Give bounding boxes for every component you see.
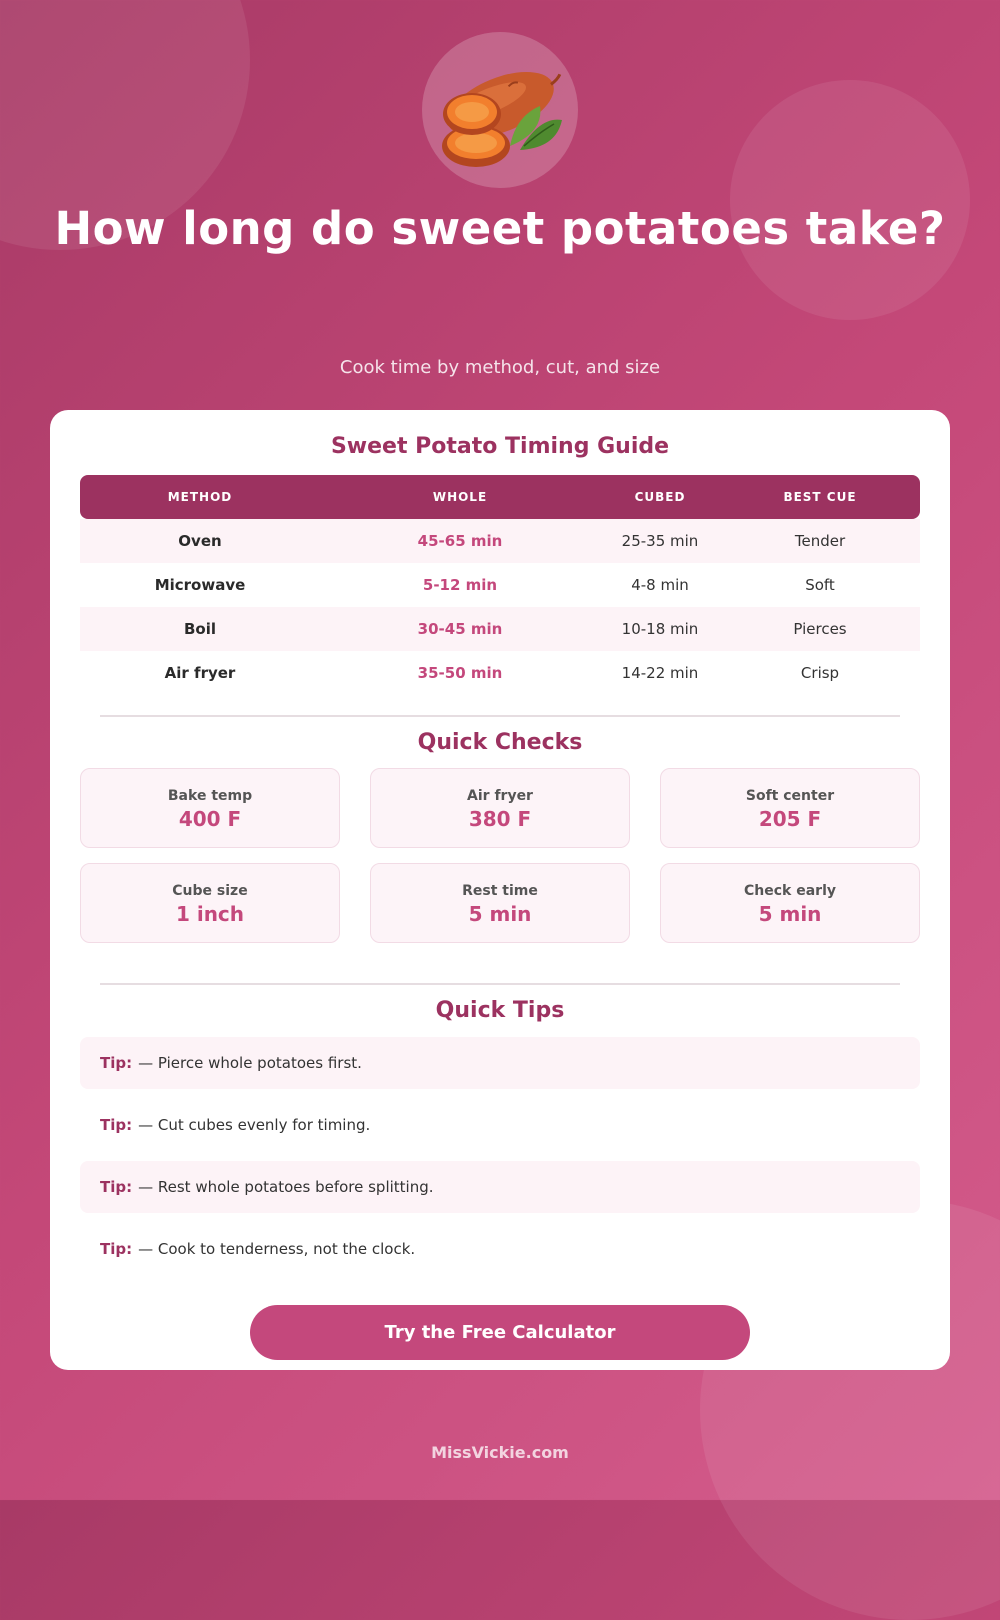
check-value: 1 inch	[175, 902, 245, 926]
page-title: How long do sweet potatoes take?	[54, 202, 946, 255]
decor-bubble	[730, 80, 970, 320]
footer-brand: MissVickie.com	[431, 1443, 569, 1462]
table-row	[80, 519, 920, 563]
page-subtitle: Cook time by method, cut, and size	[339, 357, 661, 378]
check-label: Soft center	[745, 788, 835, 804]
cell-method: Oven	[178, 532, 222, 550]
check-value: 400 F	[178, 807, 242, 831]
check-card	[660, 863, 920, 943]
check-card	[370, 863, 630, 943]
tip-item	[80, 1099, 920, 1151]
column-header-cubed: CUBED	[634, 490, 686, 504]
cell-best-cue: Tender	[794, 532, 846, 550]
check-label: Rest time	[462, 883, 538, 899]
cell-best-cue: Crisp	[800, 664, 840, 682]
cell-cubed: 14-22 min	[621, 664, 699, 682]
cell-best-cue: Pierces	[793, 620, 847, 638]
check-value: 5 min	[468, 902, 532, 926]
tip-label: Tip:	[100, 1054, 133, 1072]
section-divider	[100, 715, 900, 717]
table-row	[80, 651, 920, 695]
check-value: 205 F	[758, 807, 822, 831]
hero-badge	[422, 32, 578, 188]
column-header-best-cue: BEST CUE	[783, 490, 857, 504]
check-card	[80, 768, 340, 848]
content-card	[50, 410, 950, 1370]
column-header-whole: WHOLE	[432, 490, 488, 504]
quick-checks-title: Quick Checks	[417, 730, 583, 755]
cell-method: Boil	[183, 620, 217, 638]
cell-cubed: 4-8 min	[631, 576, 689, 594]
cell-whole: 30-45 min	[417, 620, 503, 638]
cell-whole: 45-65 min	[417, 532, 503, 550]
tip-text: — Rest whole potatoes before splitting.	[138, 1178, 434, 1196]
check-label: Check early	[744, 883, 836, 899]
tip-item	[80, 1037, 920, 1089]
timing-guide-title: Sweet Potato Timing Guide	[330, 434, 670, 459]
cell-whole: 35-50 min	[417, 664, 503, 682]
timing-table	[80, 475, 920, 695]
tip-text: — Cook to tenderness, not the clock.	[138, 1240, 416, 1258]
tip-text: — Pierce whole potatoes first.	[138, 1054, 362, 1072]
check-label: Air fryer	[467, 788, 533, 804]
check-value: 5 min	[758, 902, 822, 926]
sweet-potato-icon	[432, 50, 568, 170]
cell-whole: 5-12 min	[422, 576, 498, 594]
cell-cubed: 25-35 min	[621, 532, 699, 550]
check-card	[370, 768, 630, 848]
free-calculator-button[interactable]: Try the Free Calculator	[250, 1305, 750, 1360]
tip-label: Tip:	[100, 1178, 133, 1196]
cell-method: Microwave	[154, 576, 246, 594]
table-row	[80, 607, 920, 651]
check-label: Cube size	[172, 883, 248, 899]
check-card	[80, 863, 340, 943]
check-label: Bake temp	[167, 788, 253, 804]
column-header-method: METHOD	[167, 490, 233, 504]
tip-item	[80, 1223, 920, 1275]
cell-cubed: 10-18 min	[621, 620, 699, 638]
cell-best-cue: Soft	[805, 576, 835, 594]
tip-label: Tip:	[100, 1116, 133, 1134]
check-card	[660, 768, 920, 848]
table-header	[80, 475, 920, 519]
check-value: 380 F	[468, 807, 532, 831]
cell-method: Air fryer	[164, 664, 236, 682]
tip-label: Tip:	[100, 1240, 133, 1258]
section-divider	[100, 983, 900, 985]
table-row	[80, 563, 920, 607]
tip-item	[80, 1161, 920, 1213]
tip-text: — Cut cubes evenly for timing.	[138, 1116, 371, 1134]
quick-tips-title: Quick Tips	[435, 998, 565, 1023]
